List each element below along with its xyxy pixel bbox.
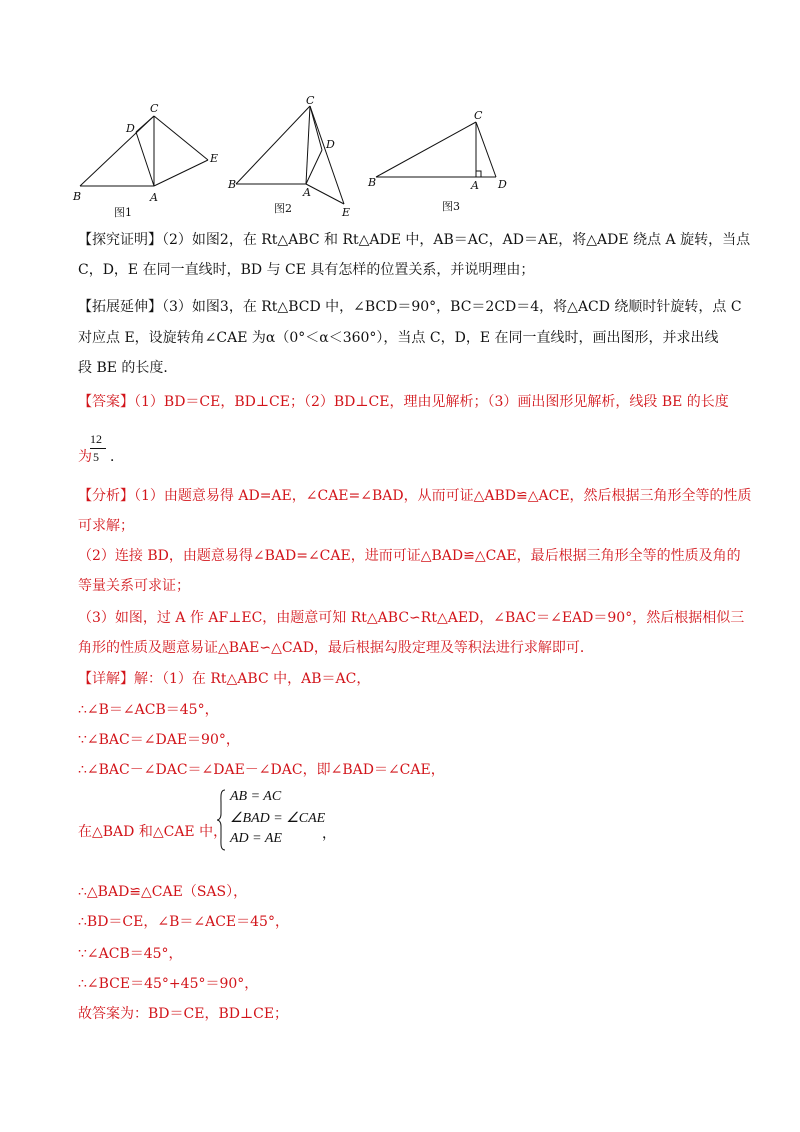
problem-line-1: 【探究证明】（2）如图2，在 Rt△ABC 和 Rt△ADE 中，AB＝AC，AD＝AE，将△ADE 绕点 A 旋转，当点 bbox=[78, 232, 751, 248]
brace-symbol bbox=[216, 789, 226, 851]
analysis-line-4: 等量关系可求证； bbox=[78, 578, 190, 594]
solution-line-4: ∴∠BAC－∠DAC＝∠DAE－∠DAC，即∠BAD＝∠CAE， bbox=[78, 762, 445, 778]
problem-line-5: 段 BE 的长度． bbox=[78, 360, 178, 376]
analysis-line-6: 角形的性质及题意易证△BAE∽△CAD，最后根据勾股定理及等积法进行求解即可． bbox=[78, 640, 594, 656]
equation-system bbox=[78, 789, 478, 859]
answer-fraction bbox=[78, 432, 138, 472]
system-eq-3: AD = AE bbox=[230, 831, 282, 846]
fig3-label-a: A bbox=[471, 179, 479, 192]
geometry-figures bbox=[70, 92, 550, 222]
fig2-label-a: A bbox=[303, 186, 311, 199]
fig3-label-c: C bbox=[474, 109, 483, 122]
fig1-label-e: E bbox=[210, 152, 219, 165]
solution-line-2: ∴∠B＝∠ACB＝45°， bbox=[78, 702, 219, 718]
problem-line-4: 对应点 E，设旋转角∠CAE 为α（0°＜α＜360°），当点 C，D，E 在同一直线时，画出图形，并求出线 bbox=[78, 330, 719, 346]
solution-line-8: ∴∠BCE＝45°+45°＝90°， bbox=[78, 976, 259, 992]
fig3-label-b: B bbox=[368, 176, 377, 189]
fig1-label-d: D bbox=[126, 122, 135, 135]
fig3-caption: 图3 bbox=[442, 200, 460, 213]
problem-line-2: C，D，E 在同一直线时，BD 与 CE 具有怎样的位置关系，并说明理由； bbox=[78, 262, 535, 278]
solution-line-7: ∵∠ACB＝45°， bbox=[78, 946, 183, 962]
system-lead: 在△BAD 和△CAE 中， bbox=[78, 824, 228, 840]
fig1-label-a: A bbox=[150, 191, 158, 204]
analysis-line-5: （3）如图，过 A 作 AF⊥EC，由题意可知 Rt△ABC∽Rt△AED，∠BAC＝∠EAD＝90°，然后根据相似三 bbox=[78, 610, 745, 626]
fraction-numerator: 12 bbox=[90, 432, 102, 446]
fig2-label-b: B bbox=[228, 178, 237, 191]
analysis-line-1: 【分析】（1）由题意易得 AD=AE，∠CAE=∠BAD，从而可证△ABD≌△ACE，然后根据三角形全等的性质 bbox=[78, 488, 752, 504]
fig1-label-b: B bbox=[73, 190, 82, 203]
fraction-prefix: 为 bbox=[78, 449, 92, 465]
analysis-line-2: 可求解； bbox=[78, 518, 134, 534]
fig1-caption: 图1 bbox=[114, 206, 132, 219]
solution-line-5: ∴△BAD≌△CAE（SAS）， bbox=[78, 884, 248, 900]
fig2-label-d: D bbox=[326, 138, 335, 151]
problem-line-3: 【拓展延伸】（3）如图3，在 Rt△BCD 中，∠BCD＝90°，BC＝2CD＝4，将△ACD 绕顺时针旋转，点 C bbox=[78, 299, 742, 315]
solution-line-9: 故答案为：BD＝CE，BD⊥CE； bbox=[78, 1006, 289, 1022]
fig2-label-c: C bbox=[306, 94, 315, 107]
fraction-denominator: 5 bbox=[93, 450, 99, 464]
fig1-label-c: C bbox=[150, 102, 159, 115]
fraction-bar bbox=[90, 448, 106, 449]
fig3-label-d: D bbox=[498, 178, 507, 191]
solution-line-3: ∵∠BAC＝∠DAE＝90°， bbox=[78, 732, 240, 748]
solution-line-6: ∴BD＝CE，∠B＝∠ACE＝45°， bbox=[78, 914, 289, 930]
system-eq-2: ∠BAD = ∠CAE bbox=[230, 811, 326, 826]
answer-line: 【答案】（1）BD＝CE，BD⊥CE；（2）BD⊥CE，理由见解析；（3）画出图形见解析，线段 BE 的长度 bbox=[78, 394, 729, 410]
fig2-caption: 图2 bbox=[274, 202, 292, 215]
fig2-label-e: E bbox=[342, 206, 351, 219]
system-suffix: ， bbox=[322, 826, 336, 842]
fraction-suffix: ． bbox=[110, 449, 124, 465]
system-eq-1: AB = AC bbox=[230, 789, 282, 804]
figures-row bbox=[70, 92, 550, 222]
solution-line-1: 【详解】解：（1）在 Rt△ABC 中，AB＝AC， bbox=[78, 671, 371, 687]
analysis-line-3: （2）连接 BD，由题意易得∠BAD=∠CAE，进而可证△BAD≌△CAE，最后根据三角形全等的性质及角的 bbox=[78, 548, 741, 564]
